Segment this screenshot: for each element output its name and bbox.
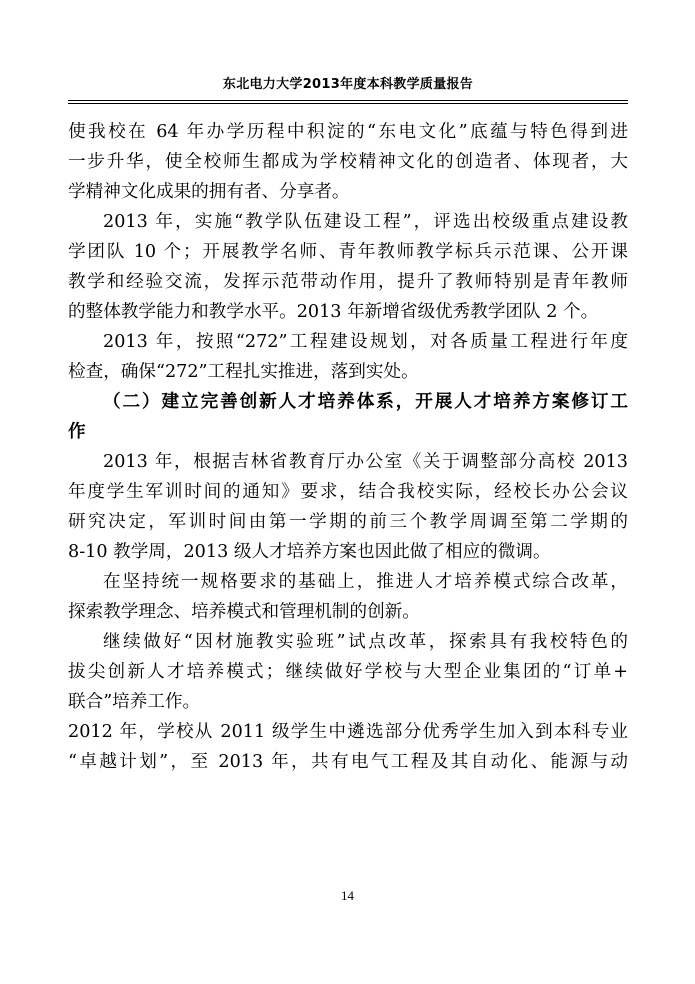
text-line: “卓越计划”，至 2013 年，共有电气工程及其自动化、能源与动 [68,752,628,772]
text-line: 8-10 教学周，2013 级人才培养方案也因此做了相应的微调。 [68,542,551,562]
text-line: 年度学生军训时间的通知》要求，结合我校实际，经校长办公会议 [68,482,628,502]
text-line: 学团队 10 个；开展教学名师、青年教师教学标兵示范课、公开课 [68,242,628,262]
text-line: 在坚持统一规格要求的基础上，推进人才培养模式综合改革， [103,572,628,592]
page-number: 14 [341,888,354,903]
text-line: 的整体教学能力和教学水平。2013 年新增省级优秀教学团队 2 个。 [68,302,599,322]
page-header-title: 东北电力大学2013年度本科教学质量报告 [222,77,474,92]
text-line: 检查，确保“272”工程扎实推进，落到实处。 [68,362,419,382]
body-text [68,117,628,777]
text-line: 联合”培养工作。 [68,692,201,712]
text-line: 2013 年，根据吉林省教育厅办公室《关于调整部分高校 2013 [103,452,628,472]
header-rule [68,100,628,101]
text-line: 教学和经验交流，发挥示范带动作用，提升了教师特别是青年教师 [68,272,628,292]
text-line: 2012 年，学校从 2011 级学生中遴选部分优秀学生加入到本科专业 [68,722,628,742]
text-line: 拔尖创新人才培养模式；继续做好学校与大型企业集团的“订单+ [68,662,628,682]
text-line: 继续做好“因材施教实验班”试点改革，探索具有我校特色的 [103,632,628,652]
text-line: 学精神文化成果的拥有者、分享者。 [68,182,350,202]
header-rule-thin [68,103,628,104]
text-line: 研究决定，军训时间由第一学期的前三个教学周调至第二学期的 [68,512,628,532]
section-heading-continued: 作 [68,422,86,442]
text-line: 使我校在 64 年办学历程中积淀的“东电文化”底蕴与特色得到进 [68,122,628,142]
text-line: 2013 年，按照“272”工程建设规划，对各质量工程进行年度 [103,332,628,352]
text-line: 探索教学理念、培养模式和管理机制的创新。 [68,602,420,622]
section-heading: （二）建立完善创新人才培养体系，开展人才培养方案修订工 [103,392,628,412]
text-line: 2013 年，实施“教学队伍建设工程”，评选出校级重点建设教 [103,212,628,232]
text-line: 一步升华，使全校师生都成为学校精神文化的创造者、体现者，大 [68,152,628,172]
